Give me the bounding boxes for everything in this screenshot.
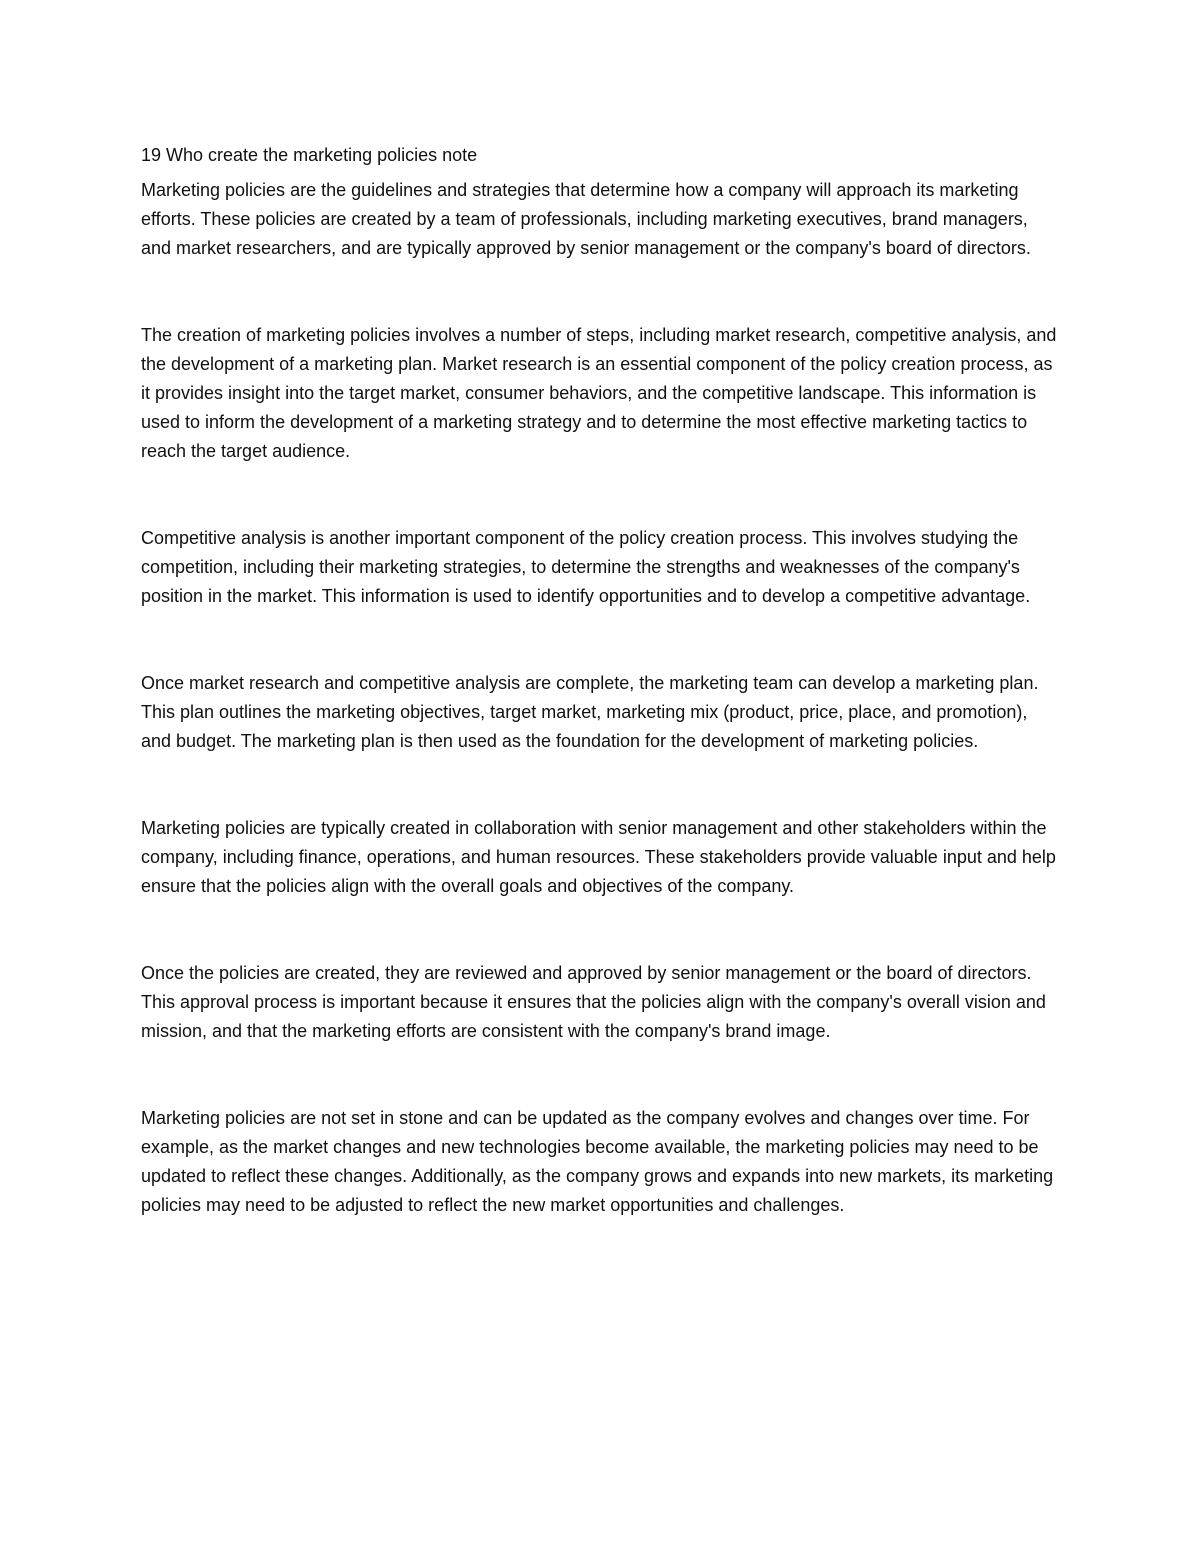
paragraph: Marketing policies are not set in stone and can be updated as the company evolves and changes over time. For example, as the market changes and new technologies become available, the marketing policies may need to be updated to reflect these changes. Additionally, as the company grows and expands into new markets, its marketing policies may need to be adjusted to reflect the new market opportunities and challenges. (141, 1108, 1054, 1215)
paragraph: Marketing policies are typically created in collaboration with senior management and other stakeholders within the company, including finance, operations, and human resources. These stakeholders provide valuable input and help ensure that the policies align with the overall goals and objectives of the company. (141, 818, 1056, 896)
paragraph: Once market research and competitive analysis are complete, the marketing team can develop a marketing plan. This plan outlines the marketing objectives, target market, marketing mix (product, price, place, and promotion), and budget. The marketing plan is then used as the foundation for the development of marketing policies. (141, 673, 1039, 751)
document-body (141, 141, 1061, 1220)
document-title: 19 Who create the marketing policies note (141, 145, 478, 165)
paragraph: Marketing policies are the guidelines and strategies that determine how a company will approach its marketing efforts. These policies are created by a team of professionals, including marketing executives, brand managers, and market researchers, and are typically approved by senior management or the company's board of directors. (141, 180, 1031, 258)
paragraph: Once the policies are created, they are reviewed and approved by senior management or the board of directors. This approval process is important because it ensures that the policies align with the company's overall vision and mission, and that the marketing efforts are consistent with the company's brand image. (141, 963, 1046, 1041)
paragraph: Competitive analysis is another important component of the policy creation process. This involves studying the competition, including their marketing strategies, to determine the strengths and weaknesses of the company's position in the market. This information is used to identify opportunities and to develop a competitive advantage. (141, 528, 1031, 606)
paragraph: The creation of marketing policies involves a number of steps, including market research, competitive analysis, and the development of a marketing plan. Market research is an essential component of the policy creation process, as it provides insight into the target market, consumer behaviors, and the competitive landscape. This information is used to inform the development of a marketing strategy and to determine the most effective marketing tactics to reach the target audience. (141, 325, 1057, 461)
